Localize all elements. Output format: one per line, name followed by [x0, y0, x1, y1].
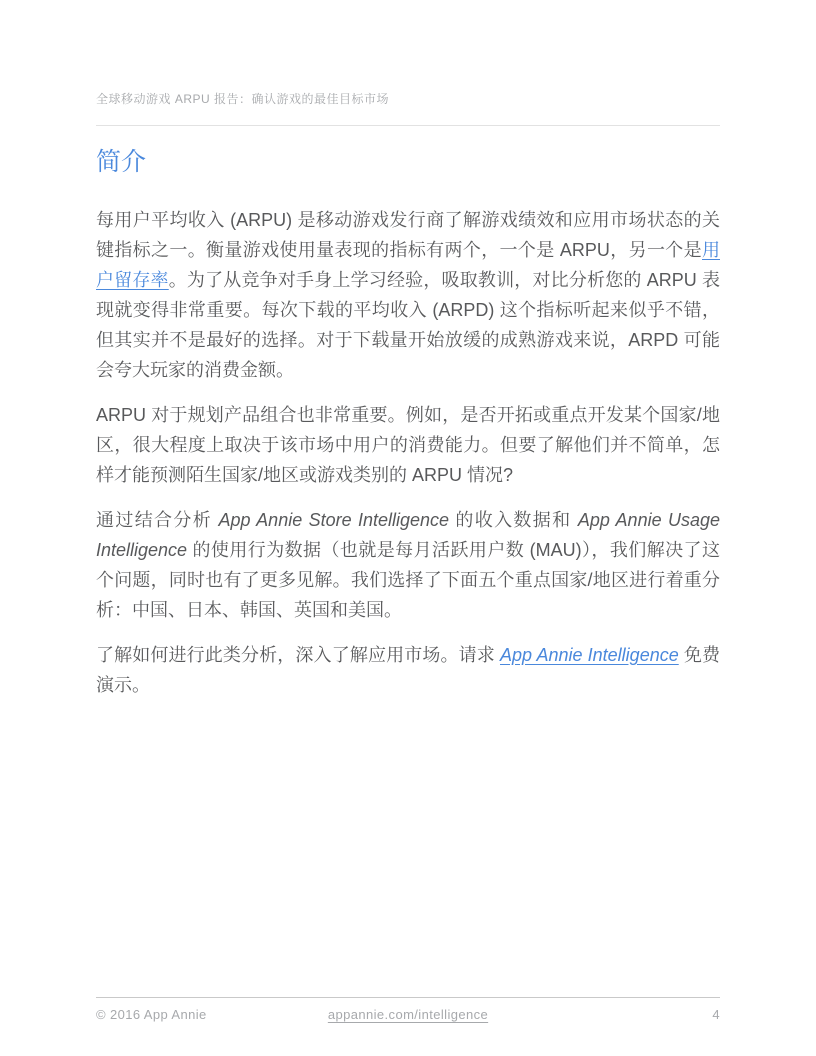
- paragraph-text: 每用户平均收入 (ARPU) 是移动游戏发行商了解游戏绩效和应用市场状态的关键指标之一。衡量游戏使用量表现的指标有两个，一个是 ARPU，另一个是: [96, 210, 720, 260]
- paragraph-text: ARPU 对于规划产品组合也非常重要。例如，是否开拓或重点开发某个国家/地区，很大程度上取决于该市场中用户的消费能力。但要了解他们并不简单，怎样才能预测陌生国家/地区或游戏类别的 ARPU 情况?: [96, 405, 720, 485]
- app-annie-intelligence-link[interactable]: App Annie Intelligence: [500, 645, 679, 665]
- page-content: [96, 0, 720, 700]
- paragraph-text: 。为了从竞争对手身上学习经验，吸取教训，对比分析您的 ARPU 表现就变得非常重要。每次下载的平均收入 (ARPD) 这个指标听起来似乎不错，但其实并不是最好的选择。对于下载量开始放缓的成熟游戏来说，ARPD 可能会夸大玩家的消费金额。: [96, 270, 720, 380]
- paragraph-arpu-intro: [96, 205, 720, 385]
- usage-intelligence-product-name: App Annie Usage Intelligence: [96, 510, 720, 560]
- user-retention-link[interactable]: 用户留存率: [96, 240, 720, 290]
- paragraph-text: 的收入数据和: [449, 510, 578, 530]
- paragraph-text: 免费演示。: [96, 645, 720, 695]
- paragraph-methodology: [96, 505, 720, 625]
- page-number: 4: [712, 1007, 720, 1022]
- paragraph-demo-cta: [96, 640, 720, 700]
- paragraph-product-planning: [96, 400, 720, 490]
- body-copy: [96, 205, 720, 700]
- store-intelligence-product-name: App Annie Store Intelligence: [218, 510, 450, 530]
- footer-url-link[interactable]: appannie.com/intelligence: [327, 1007, 489, 1022]
- footer-copyright: © 2016 App Annie: [96, 1007, 207, 1022]
- paragraph-text: 通过结合分析: [96, 510, 219, 530]
- section-title: 简介: [96, 148, 147, 176]
- paragraph-text: 的使用行为数据（也就是每月活跃用户数 (MAU)），我们解决了这个问题，同时也有了更多见解。我们选择了下面五个重点国家/地区进行着重分析：中国、日本、韩国、英国和美国。: [96, 540, 720, 620]
- paragraph-text: 了解如何进行此类分析，深入了解应用市场。请求: [96, 645, 500, 665]
- header-divider: [96, 125, 720, 126]
- page-footer: [96, 997, 720, 1022]
- running-header: 全球移动游戏 ARPU 报告：确认游戏的最佳目标市场: [96, 92, 390, 106]
